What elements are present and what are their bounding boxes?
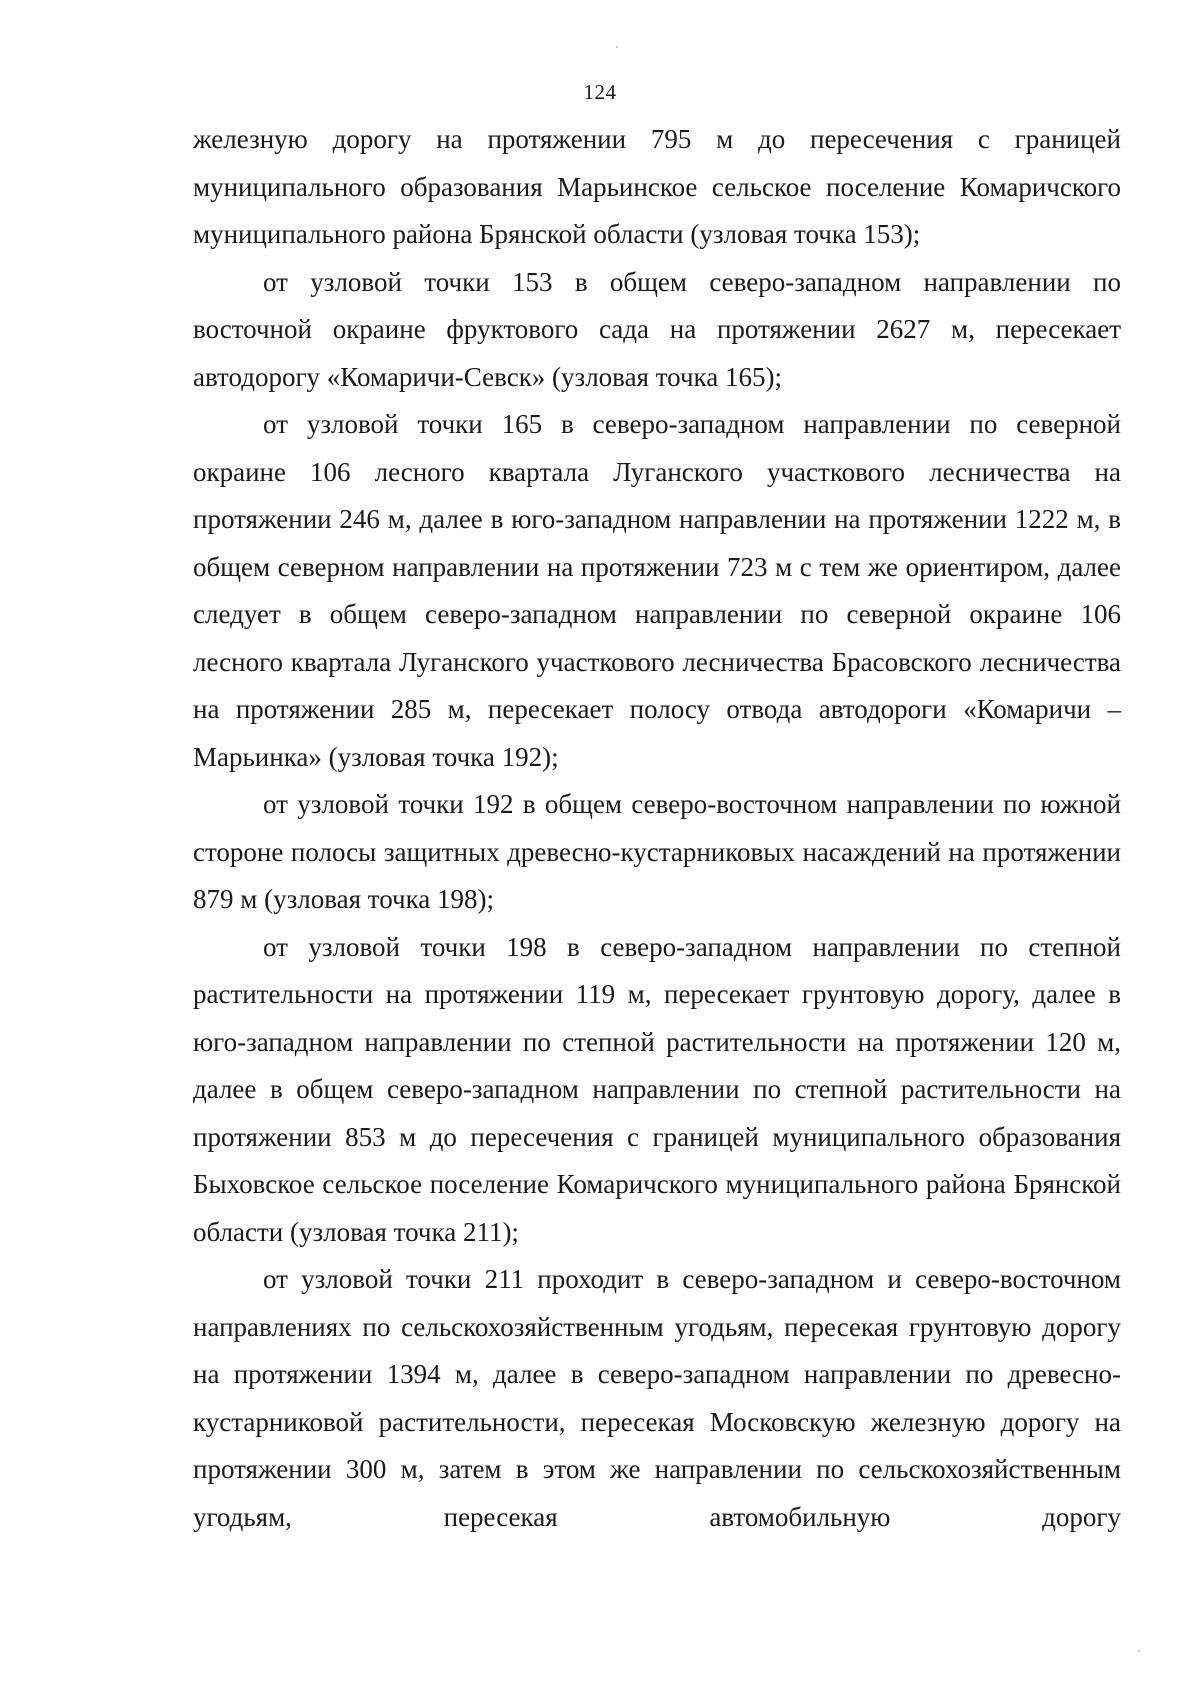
paragraph-2: от узловой точки 153 в общем северо-западном направлении по восточной окраине фруктового сада на протяжении 2627 м, пересекает автодорогу «Комаричи-Севск» (узловая точка 165); xyxy=(193,266,1121,392)
paragraph-3: от узловой точки 165 в северо-западном направлении по северной окраине 106 лесного квартала Луганского участкового лесничества на протяжении 246 м, далее в юго-западном направлении на протяжении 1222 м, в общем северном направлении на протяжении 723 м с тем же ориентиром, далее следует в общем северо-западном направлении по северной окраине 106 лесного квартала Луганского участкового лесничества Брасовского лесничества на протяжении 285 м, пересекает полосу отвода автодороги «Комаричи – Марьинка» (узловая точка 192); xyxy=(193,409,1121,772)
scan-speck xyxy=(616,46,618,48)
paragraph-4: от узловой точки 192 в общем северо-восточном направлении по южной стороне полосы защитных древесно-кустарниковых насаждений на протяжении 879 м (узловая точка 198); xyxy=(193,789,1121,914)
paragraph-1: железную дорогу на протяжении 795 м до пересечения с границей муниципального образования Марьинское сельское поселение Комаричского муниципального района Брянской области (узловая точка 153); xyxy=(193,124,1121,249)
page-number: 124 xyxy=(583,80,617,104)
paragraph-5: от узловой точки 198 в северо-западном направлении по степной растительности на протяжении 119 м, пересекает грунтовую дорогу, далее в юго-западном направлении по степной растительности на протяжении 120 м, далее в общем северо-западном направлении по степной растительности на протяжении 853 м до пересечения с границей муниципального образования Быховское сельское поселение Комаричского муниципального района Брянской области (узловая точка 211); xyxy=(193,931,1121,1247)
paragraph-6: от узловой точки 211 проходит в северо-западном и северо-восточном направлениях по сельскохозяйственным угодьям, пересекая грунтовую дорогу на протяжении 1394 м, далее в северо-западном направлении по древесно-кустарниковой растительности, пересекая Московскую железную дорогу на протяжении 300 м, затем в этом же направлении по сельскохозяйственным угодьям, пересекая автомобильную дорогу xyxy=(193,1264,1121,1532)
scan-speck xyxy=(1138,1650,1140,1652)
document-body xyxy=(193,116,1121,1541)
